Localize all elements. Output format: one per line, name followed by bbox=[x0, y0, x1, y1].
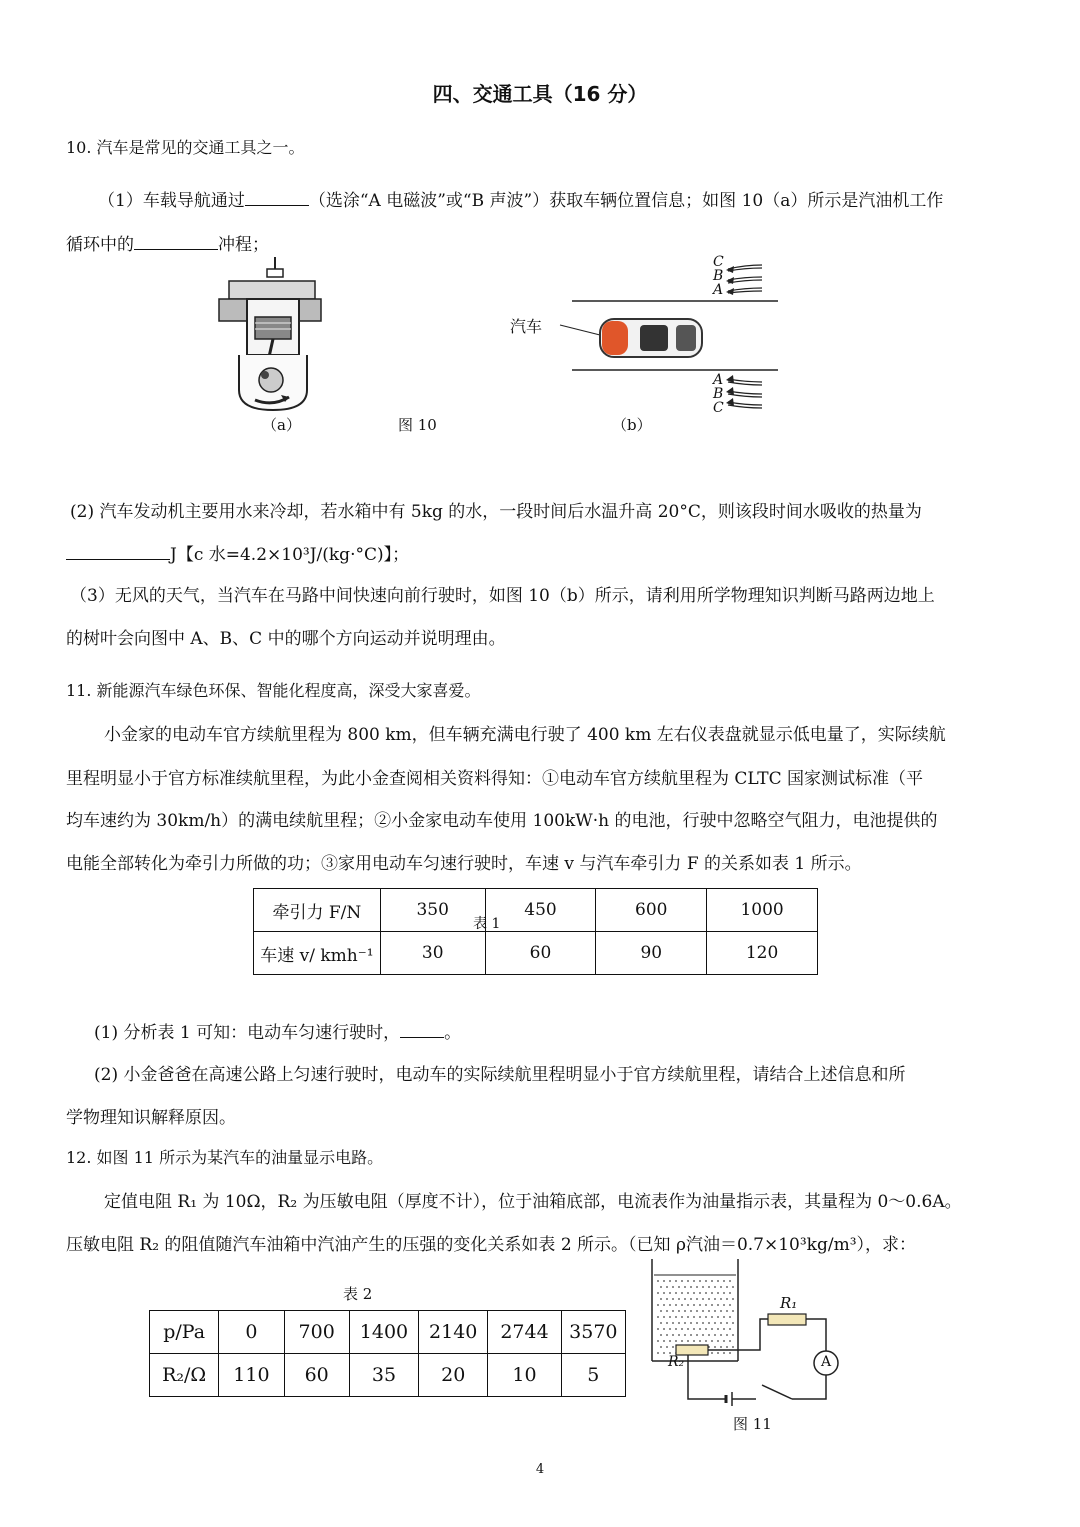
q11-sub1 bbox=[94, 1018, 461, 1043]
q11-sub1-text-a: (1) 分析表 1 可知：电动车匀速行驶时， bbox=[94, 1023, 401, 1043]
fig11-caption: 图 11 bbox=[733, 1415, 772, 1433]
table-cell: 30 bbox=[380, 932, 485, 975]
answer-blank[interactable] bbox=[245, 205, 309, 206]
q11-para-line: 电能全部转化为牵引力所做的功；③家用电动车匀速行驶时，车速 v 与汽车牵引力 F 的关系如表 1 所示。 bbox=[66, 854, 862, 874]
fig10b-caption: （b） bbox=[612, 416, 652, 434]
section-title: 四、交通工具（16 分） bbox=[432, 82, 648, 106]
q10-stem: 10. 汽车是常见的交通工具之一。 bbox=[66, 138, 305, 157]
q10-part1-text-a: （1）车载导航通过 bbox=[98, 191, 245, 211]
table-cell: 35 bbox=[349, 1354, 418, 1397]
table-cell: 350 bbox=[380, 889, 485, 932]
q10-part1-text-b: （选涂“A 电磁波”或“B 声波”）获取车辆位置信息；如图 10（a）所示是汽油机工作 bbox=[308, 191, 944, 211]
q11-para-line: 小金家的电动车官方续航里程为 800 km，但车辆充满电行驶了 400 km 左右仪表盘就显示低电量了，实际续航 bbox=[104, 725, 946, 745]
table-cell: 60 bbox=[485, 932, 596, 975]
page-number: 4 bbox=[535, 1462, 545, 1477]
table-cell: 3570 bbox=[561, 1311, 625, 1354]
table-cell: R₂/Ω bbox=[150, 1354, 219, 1397]
q10-part1-text-c: 循环中的 bbox=[66, 235, 134, 255]
table1-caption: 表 1 bbox=[473, 916, 501, 932]
direction-label-top-3: A bbox=[713, 282, 724, 298]
ammeter-icon: A bbox=[820, 1354, 832, 1370]
q11-para-line: 均车速约为 30km/h）的满电续航里程；②小金家电动车使用 100kW·h 的电池，行驶中忽略空气阻力，电池提供的 bbox=[66, 811, 938, 831]
direction-label-top-1: C bbox=[713, 254, 724, 270]
table-cell: 700 bbox=[284, 1311, 349, 1354]
table-row bbox=[254, 932, 818, 975]
q11-sub2-line2: 学物理知识解释原因。 bbox=[66, 1108, 236, 1128]
q11-para-line: 里程明显小于官方标准续航里程，为此小金查阅相关资料得知：①电动车官方续航里程为 CLTC 国家测试标准（平 bbox=[66, 769, 924, 789]
q11-stem: 11. 新能源汽车绿色环保、智能化程度高，深受大家喜爱。 bbox=[66, 681, 481, 700]
table-cell: 0 bbox=[219, 1311, 284, 1354]
direction-labels-top bbox=[713, 255, 724, 297]
q12-para-line: 定值电阻 R₁ 为 10Ω，R₂ 为压敏电阻（厚度不计），位于油箱底部，电流表作为油量指示表，其量程为 0～0.6A。 bbox=[104, 1192, 962, 1212]
fig10-caption: 图 10 bbox=[398, 416, 437, 434]
table-2 bbox=[149, 1310, 626, 1397]
table-row bbox=[254, 889, 818, 932]
q12-para-line: 压敏电阻 R₂ 的阻值随汽车油箱中汽油产生的压强的变化关系如表 2 所示。（已知 ρ汽油＝0.7×10³kg/m³），求： bbox=[66, 1235, 917, 1255]
r1-label: R₁ bbox=[780, 1294, 798, 1312]
table-cell: 牵引力 F/N bbox=[254, 889, 381, 932]
r2-label: R₂ bbox=[668, 1354, 685, 1370]
direction-label-bottom-3: C bbox=[713, 400, 724, 416]
table-cell: 60 bbox=[284, 1354, 349, 1397]
q10-part3-line2: 的树叶会向图中 A、B、C 中的哪个方向运动并说明理由。 bbox=[66, 629, 506, 649]
q10-part1-line1 bbox=[98, 186, 943, 211]
table-cell: p/Pa bbox=[150, 1311, 219, 1354]
table-1 bbox=[253, 888, 818, 975]
answer-blank[interactable] bbox=[400, 1037, 444, 1038]
engine-cylinder-figure bbox=[215, 255, 325, 415]
fig10a-caption: （a） bbox=[262, 416, 301, 434]
car-label: 汽车 bbox=[510, 317, 543, 336]
direction-label-bottom-2: B bbox=[713, 386, 724, 402]
q11-sub2-line1: (2) 小金爸爸在高速公路上匀速行驶时，电动车的实际续航里程明显小于官方续航里程，请结合上述信息和所 bbox=[94, 1065, 906, 1085]
table-cell: 2140 bbox=[419, 1311, 488, 1354]
direction-labels-bottom bbox=[713, 373, 724, 415]
q10-part2-line2 bbox=[66, 540, 409, 565]
table-cell: 1000 bbox=[707, 889, 818, 932]
table-cell: 120 bbox=[707, 932, 818, 975]
table-cell: 5 bbox=[561, 1354, 625, 1397]
table-cell: 110 bbox=[219, 1354, 284, 1397]
table-cell: 90 bbox=[596, 932, 707, 975]
table-cell: 1400 bbox=[349, 1311, 418, 1354]
q10-part1-text-d: 冲程； bbox=[218, 235, 269, 255]
direction-label-bottom-1: A bbox=[713, 372, 724, 388]
q10-part2-line1: (2) 汽车发动机主要用水来冷却，若水箱中有 5kg 的水，一段时间后水温升高 20°C，则该段时间水吸收的热量为 bbox=[70, 502, 922, 522]
table-cell: 20 bbox=[419, 1354, 488, 1397]
table-cell: 2744 bbox=[488, 1311, 561, 1354]
q11-sub1-text-b: 。 bbox=[444, 1023, 462, 1043]
table-cell: 10 bbox=[488, 1354, 561, 1397]
table2-caption: 表 2 bbox=[343, 1285, 373, 1303]
q10-part3-line1: （3）无风的天气，当汽车在马路中间快速向前行驶时，如图 10（b）所示，请利用所学物理知识判断马路两边地上 bbox=[70, 586, 935, 606]
table-cell: 600 bbox=[596, 889, 707, 932]
q10-part2-text-b: J【c 水=4.2×10³J/(kg·°C)】； bbox=[170, 545, 410, 565]
car-icon bbox=[600, 319, 702, 357]
oil-tank-circuit-figure bbox=[640, 1255, 860, 1415]
answer-blank[interactable] bbox=[134, 249, 218, 250]
q10-part1-line2 bbox=[66, 230, 269, 255]
table-row bbox=[150, 1354, 626, 1397]
road-figure bbox=[500, 255, 800, 425]
table-cell: 450 bbox=[485, 889, 596, 932]
answer-blank[interactable] bbox=[66, 559, 170, 560]
direction-label-top-2: B bbox=[713, 268, 724, 284]
table-cell: 车速 v/ kmh⁻¹ bbox=[254, 932, 381, 975]
q12-stem: 12. 如图 11 所示为某汽车的油量显示电路。 bbox=[66, 1148, 384, 1167]
table-row bbox=[150, 1311, 626, 1354]
